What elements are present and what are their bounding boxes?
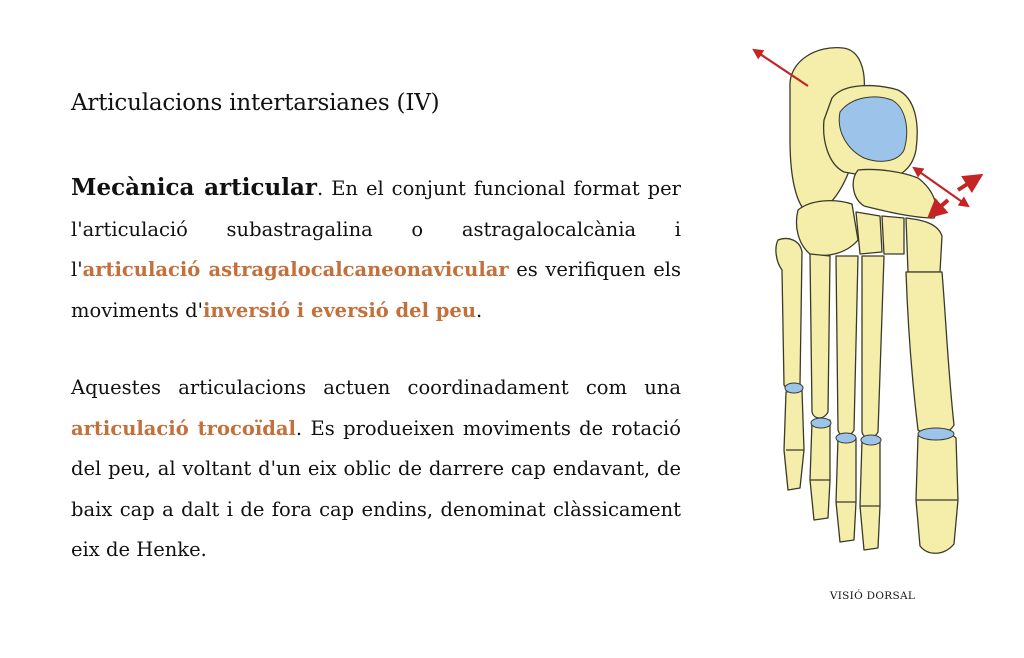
mtp-cartilage-2 — [861, 435, 881, 445]
medial-cuneiform — [906, 218, 942, 272]
cuboid-bone — [797, 201, 859, 256]
paragraph-text: es verifiquen els moviments d' — [71, 258, 681, 322]
mtp-cartilage-4 — [811, 418, 831, 428]
toe-2-phalanges — [860, 440, 880, 550]
paragraph-text: Aquestes articulacions actuen coordinadament com una — [71, 376, 681, 399]
paragraph-text: En el conjunt funcional format per l'articulació subastragalina o astragalocalcània i l' — [71, 177, 682, 281]
navicular-bone — [853, 169, 936, 218]
metatarsal-3 — [836, 256, 858, 436]
toe-4-phalanges — [810, 420, 830, 520]
foot-skeleton-illustration — [748, 40, 988, 570]
toe-3-phalanges — [836, 438, 856, 542]
mtp-cartilage-5 — [785, 383, 803, 393]
paragraph-mechanics — [71, 168, 681, 331]
lateral-cuneiform — [856, 212, 882, 254]
toe-5-phalanges — [784, 390, 804, 490]
metatarsal-1 — [906, 272, 954, 435]
metatarsal-5 — [776, 239, 802, 391]
metatarsal-4 — [810, 254, 830, 418]
lead-punctuation: . — [317, 177, 332, 200]
mtp-cartilage-3 — [836, 433, 856, 443]
paragraph-text: . Es produeixen moviments de rotació del peu, al voltant d'un eix oblic de darrere cap endavant, de baix cap a dalt i de fora cap endins, denominat clàssicament eix de Henke. — [71, 416, 681, 561]
link-trochoid-joint[interactable]: articulació trocoïdal — [71, 416, 296, 440]
metatarsal-2 — [862, 256, 884, 438]
page-title: Articulacions intertarsianes (IV) — [71, 90, 440, 116]
paragraph-text: . — [476, 298, 483, 322]
mtp-cartilage-1 — [918, 428, 954, 440]
arrow-midfoot-up — [958, 176, 980, 190]
link-astragalocalcaneonavicular[interactable]: articulació astragalocalcaneonavicular — [82, 258, 509, 281]
figure-caption: VISIÓ DORSAL — [829, 590, 916, 602]
link-inversion-eversion[interactable]: inversió i eversió del peu — [202, 298, 476, 322]
paragraph-coordination — [71, 368, 681, 571]
toe-1-phalanges — [916, 433, 958, 553]
intermediate-cuneiform — [882, 216, 904, 254]
section-lead: Mecànica articular — [71, 174, 318, 201]
